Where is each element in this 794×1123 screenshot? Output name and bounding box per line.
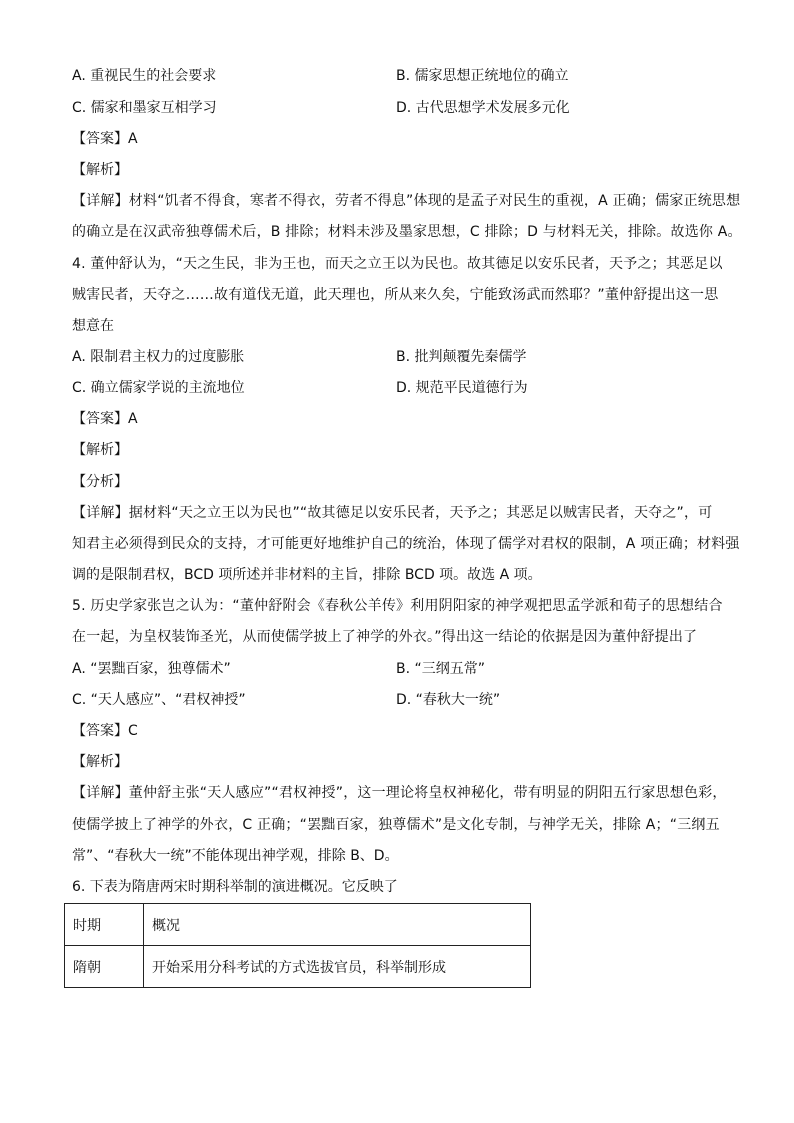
table-header-cell: 时期: [65, 904, 144, 946]
table-cell: 隋朝: [65, 946, 144, 988]
q4-detail-line-3: 调的是限制君权，BCD 项所述并非材料的主旨，排除 BCD 项。故选 A 项。: [72, 567, 542, 583]
q4-stem-line-2: 贼害民者，天夺之……故有道伐无道，此天理也，所从来久矣，宁能致汤武而然耶？”董仲舒提出这一思: [72, 287, 719, 303]
q5-stem-line-1: 5. 历史学家张岂之认为：“董仲舒附会《春秋公羊传》利用阴阳家的神学观把思孟学派和荀子的思想结合: [72, 598, 723, 614]
q3-detail-line-2: 的确立是在汉武帝独尊儒术后，B 排除；材料未涉及墨家思想，C 排除；D 与材料无关，排除。故选你 A。: [72, 224, 742, 240]
table-row: [65, 946, 531, 988]
q4-stem-line-3: 想意在: [72, 318, 114, 334]
q3-option-c: C. 儒家和墨家互相学习: [72, 100, 217, 116]
q4-option-a: A. 限制君主权力的过度膨胀: [72, 349, 245, 365]
q5-analysis-heading: 【解析】: [72, 754, 128, 770]
q4-fenxi-heading: 【分析】: [72, 474, 128, 490]
table-cell: 开始采用分科考试的方式选拔官员，科举制形成: [144, 946, 531, 988]
q3-detail-line-1: 【详解】材料“饥者不得食，寒者不得衣，劳者不得息”体现的是孟子对民生的重视，A 正确；儒家正统思想: [72, 193, 741, 209]
q5-detail-line-3: 常”、“春秋大一统”不能体现出神学观，排除 B、D。: [72, 848, 399, 864]
q3-answer: 【答案】A: [72, 131, 138, 147]
q4-detail-line-1: 【详解】据材料“天之立王以为民也”“故其德足以安乐民者，天予之；其恶足以贼害民者，天夺之”，可: [72, 505, 713, 521]
table-header-cell: 概况: [144, 904, 531, 946]
q6-stem: 6. 下表为隋唐两宋时期科举制的演进概况。它反映了: [72, 879, 398, 895]
q4-option-d: D. 规范平民道德行为: [396, 380, 528, 396]
q5-detail-line-1: 【详解】董仲舒主张“天人感应”“君权神授”，这一理论将皇权神秘化，带有明显的阴阳五行家思想色彩，: [72, 785, 727, 801]
q3-option-b: B. 儒家思想正统地位的确立: [396, 68, 569, 84]
q4-analysis-heading: 【解析】: [72, 442, 128, 458]
q3-option-a: A. 重视民生的社会要求: [72, 68, 217, 84]
q4-option-b: B. 批判颠覆先秦儒学: [396, 349, 527, 365]
q5-stem-line-2: 在一起，为皇权装饰圣光，从而使儒学披上了神学的外衣。”得出这一结论的依据是因为董仲舒提出了: [72, 629, 698, 645]
q4-detail-line-2: 知君主必须得到民众的支持，才可能更好地维护自己的统治，体现了儒学对君权的限制，A 项正确；材料强: [72, 536, 740, 552]
q3-option-d: D. 古代思想学术发展多元化: [396, 100, 570, 116]
table-header-row: [65, 904, 531, 946]
q6-table: [64, 903, 531, 988]
q5-option-b: B. “三纲五常”: [396, 661, 486, 677]
q5-option-d: D. “春秋大一统”: [396, 692, 501, 708]
q4-stem-line-1: 4. 董仲舒认为，“天之生民，非为王也，而天之立王以为民也。故其德足以安乐民者，天予之；其恶足以: [72, 256, 723, 272]
q5-answer: 【答案】C: [72, 723, 138, 739]
q5-option-c: C. “天人感应”、“君权神授”: [72, 692, 246, 708]
q5-option-a: A. “罢黜百家，独尊儒术”: [72, 661, 231, 677]
q4-option-c: C. 确立儒家学说的主流地位: [72, 380, 245, 396]
q5-detail-line-2: 使儒学披上了神学的外衣，C 正确；“罢黜百家，独尊儒术”是文化专制，与神学无关，排除 A；“三纲五: [72, 817, 720, 833]
q3-analysis-heading: 【解析】: [72, 162, 128, 178]
q4-answer: 【答案】A: [72, 411, 138, 427]
